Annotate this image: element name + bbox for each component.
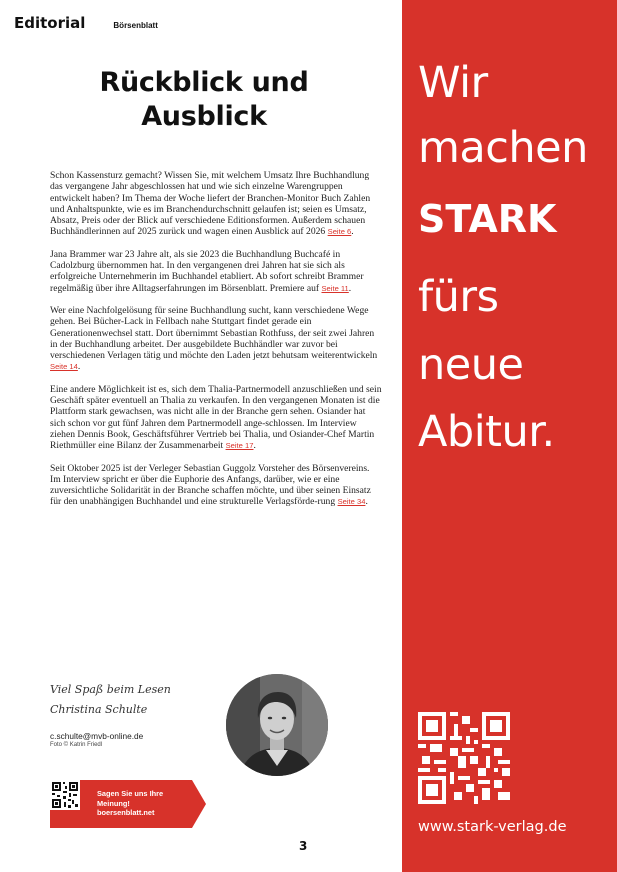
- banner-text: [97, 789, 163, 818]
- feedback-qr-code-icon: [50, 780, 80, 810]
- paragraph-4: [50, 384, 382, 452]
- paragraph-text: Eine andere Möglichkeit ist es, sich dem Thalia-Partnermodell anzuschließen und sein Geschäft später eventuell an Thalia zu verkaufen. In den vergangenen Monaten ist die Plattform stark gewachsen, was nicht alle in der Branche gern sehen. Osiander hat sich schon vor gut fünf Jahren dem Partnermodell ange-schlossen. Im Interview ziehen Dennis Book, Geschäftsführer Vertrieb bei Thalia, und Osiander-Chef Martin Riethmüller eine Bilanz der Zusammenarbeit: [50, 383, 382, 452]
- paragraph-1: [50, 170, 382, 238]
- sentence-end: .: [365, 496, 368, 508]
- magazine-brand: Börsenblatt: [113, 21, 158, 30]
- paragraph-text: Jana Brammer war 23 Jahre alt, als sie 2023 die Buchhandlung Buchcafé in Cadolzburg übernommen hat. In den vergangenen drei Jahren hat sie sich als erfolgreiche Unternehmerin im Buchhandel etabliert. Ab sofort schreibt Brammer regelmäßig über ihre Alltagserfahrungen im Börsenblatt. Premiere auf: [50, 248, 364, 294]
- sentence-end: .: [351, 226, 354, 238]
- paragraph-5: [50, 463, 382, 508]
- paragraph-text: Schon Kassensturz gemacht? Wissen Sie, mit welchem Umsatz Ihre Buchhandlung das vergangene Jahr abgeschlossen hat und wie sich einzelne Warengruppen entwickelt haben? Im Thema der Woche liefert der Branchen-Monitor Buch Zahlen und Anhaltspunkte, wie es im Branchendurchschnitt gelaufen ist; seien es Umsatz, Absatz, Preis oder der Blick auf verschiedene Editionsformen. Außerdem schauen Buchhändlerinnen auf 2025 zurück und wagen einen Ausblick auf 2026: [50, 170, 371, 238]
- sentence-end: .: [348, 282, 352, 294]
- article-body: [50, 170, 382, 519]
- paragraph-text: Seit Oktober 2025 ist der Verleger Sebastian Guggolz Vorsteher des Börsenvereins. Im Interview spricht er über die Euphorie des Anfangs, darüber, wie er eine zuversichtliche Solidarität in der Branche schaffen möchte, und über seinen Einsatz für den unabhängigen Buchhandel und eine strukturelle Verlagsförde-rung: [50, 462, 371, 508]
- section-label: Editorial: [14, 14, 86, 32]
- banner-line-1: Sagen Sie uns Ihre: [97, 789, 164, 798]
- page-header: [14, 14, 158, 32]
- portrait-image: [226, 674, 328, 776]
- title-line-2: Ausblick: [141, 101, 267, 132]
- author-email-link[interactable]: c.schulte@mvb-online.de: [50, 731, 144, 741]
- paragraph-3: [50, 305, 382, 373]
- ad-headline-line-2: machen: [418, 123, 588, 173]
- title-line-1: Rückblick und: [99, 67, 309, 98]
- photo-credit: Foto © Katrin Friedl: [50, 742, 103, 748]
- page-number: 3: [299, 839, 308, 853]
- paragraph-text: Wer eine Nachfolgelösung für seine Buchhandlung sucht, kann verschiedene Wege gehen. Bei Bücher-Lack in Fellbach nahe Stuttgart findet gerade ein Generationenwechsel statt. Dort übernimmt Sebastian Rothfuss, der seit zwei Jahren in der Buchhandlung arbeitet. Der ausgebildete Buchhändler war zuvor bei verschiedenen Verlagen tätig und möchte den Laden jetzt behutsam weiterentwickeln: [50, 304, 378, 362]
- feedback-banner[interactable]: [50, 780, 206, 828]
- ad-headline-line-6: Abitur.: [418, 407, 555, 457]
- ad-headline-line-4: fürs: [418, 272, 499, 322]
- stark-advertisement[interactable]: [402, 0, 617, 872]
- signature-line-1: Viel Spaß beim Lesen: [50, 683, 171, 696]
- page-reference-link[interactable]: Seite 6: [327, 227, 352, 237]
- page-reference-link[interactable]: Seite 17: [225, 441, 254, 451]
- ad-headline-line-5: neue: [418, 340, 524, 390]
- ad-headline-line-1: Wir: [418, 58, 488, 108]
- banner-line-2: Meinung!: [97, 798, 130, 808]
- page-reference-link[interactable]: Seite 14: [50, 362, 78, 372]
- signature-line-2: Christina Schulte: [50, 703, 148, 716]
- ad-website-link[interactable]: www.stark-verlag.de: [418, 819, 567, 835]
- banner-line-3: boersenblatt.net: [97, 808, 155, 817]
- author-portrait-photo: [226, 674, 328, 776]
- ad-qr-code-icon[interactable]: [418, 712, 510, 804]
- sentence-end: .: [77, 361, 81, 373]
- paragraph-2: [50, 249, 382, 294]
- sentence-end: .: [253, 440, 256, 452]
- ad-headline-brand: STARK: [418, 197, 557, 241]
- handwritten-signature: [50, 680, 230, 720]
- page-reference-link[interactable]: Seite 34: [337, 497, 366, 507]
- page-reference-link[interactable]: Seite 11: [321, 283, 349, 293]
- article-title: [24, 66, 384, 134]
